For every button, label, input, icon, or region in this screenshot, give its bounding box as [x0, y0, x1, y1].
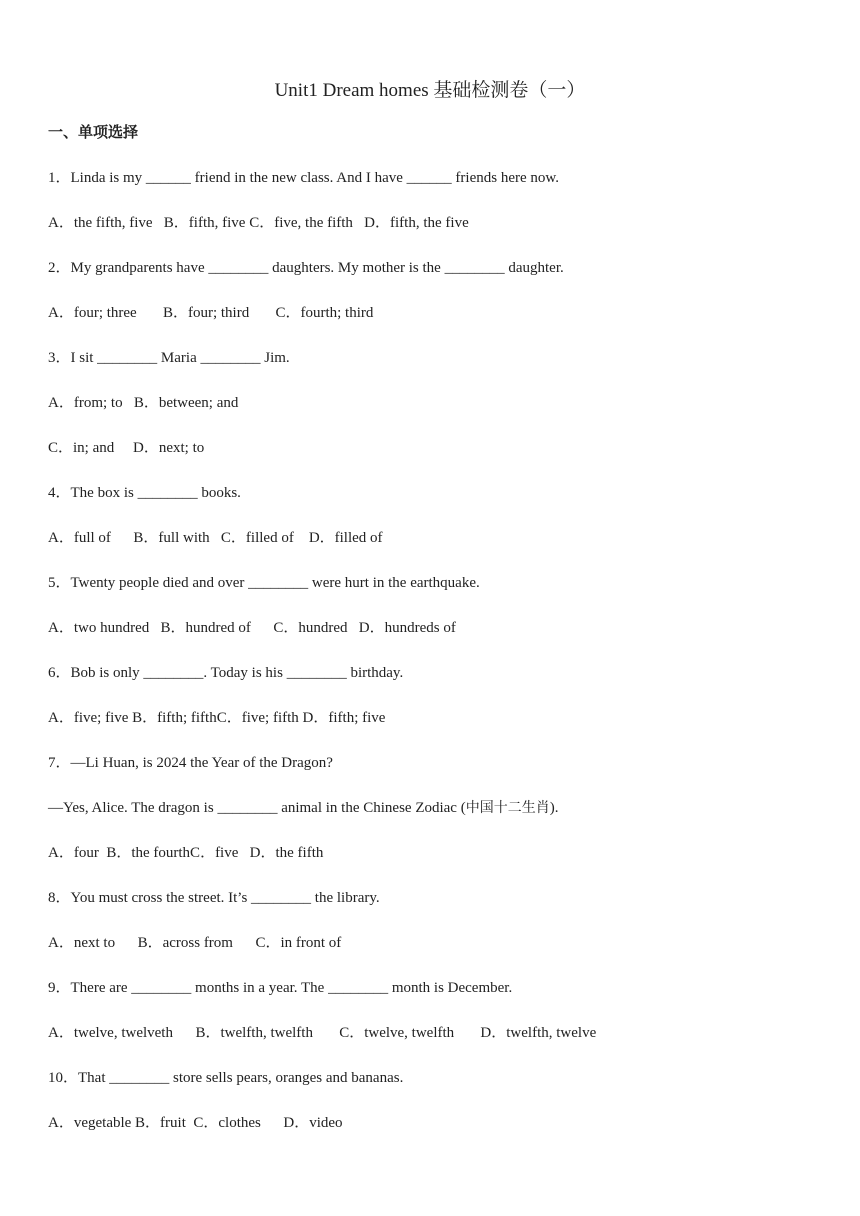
question-1-stem: 1．Linda is my ______ friend in the new class. And I have ______ friends here now.: [48, 170, 560, 186]
question-7-stem-2-chinese: 中国十二生肖: [465, 800, 550, 816]
question-3-stem: 3．I sit ________ Maria ________ Jim.: [48, 350, 290, 366]
question-5-options: A．two hundred B．hundred of C．hundred D．hundreds of: [48, 620, 456, 636]
question-6-stem: 6．Bob is only ________. Today is his ________ birthday.: [48, 665, 404, 681]
question-2-stem: 2．My grandparents have ________ daughters. My mother is the ________ daughter.: [48, 260, 564, 276]
question-9-stem: 9．There are ________ months in a year. The ________ month is December.: [48, 980, 513, 996]
question-8-stem: 8．You must cross the street. It’s ________ the library.: [48, 890, 380, 906]
question-1-options: A．the fifth, five B．fifth, five C．five, the fifth D．fifth, the five: [48, 215, 469, 231]
question-4-stem: 4．The box is ________ books.: [48, 485, 241, 501]
question-7-stem-line-2: [48, 798, 558, 818]
question-4-options: A．full of B．full with C．filled of D．filled of: [48, 530, 383, 546]
document-title: Unit1 Dream homes 基础检测卷（一）: [274, 80, 586, 101]
question-7-options: A．four B．the fourthC．five D．the fifth: [48, 845, 324, 861]
question-3-options-row-1: A．from; to B．between; and: [48, 395, 239, 411]
question-10-stem: 10．That ________ store sells pears, oranges and bananas.: [48, 1070, 404, 1086]
question-8-options: A．next to B．across from C．in front of: [48, 935, 342, 951]
question-5-stem: 5．Twenty people died and over ________ were hurt in the earthquake.: [48, 575, 480, 591]
question-7-stem-2-text: —Yes, Alice. The dragon is ________ animal in the Chinese Zodiac (: [48, 800, 466, 816]
question-2-options: A．four; three B．four; third C．fourth; third: [48, 305, 374, 321]
question-7-stem: 7．—Li Huan, is 2024 the Year of the Dragon?: [48, 755, 333, 771]
section-heading: 一、单项选择: [48, 123, 139, 141]
question-10-options: A．vegetable B．fruit C．clothes D．video: [48, 1115, 343, 1131]
question-7-stem-2-end: ).: [549, 800, 559, 816]
question-6-options: A．five; five B．fifth; fifthC．five; fifth D．fifth; five: [48, 710, 386, 726]
question-9-options: A．twelve, twelveth B．twelfth, twelfth C．twelve, twelfth D．twelfth, twelve: [48, 1025, 597, 1041]
question-3-options-row-2: C．in; and D．next; to: [48, 440, 205, 456]
